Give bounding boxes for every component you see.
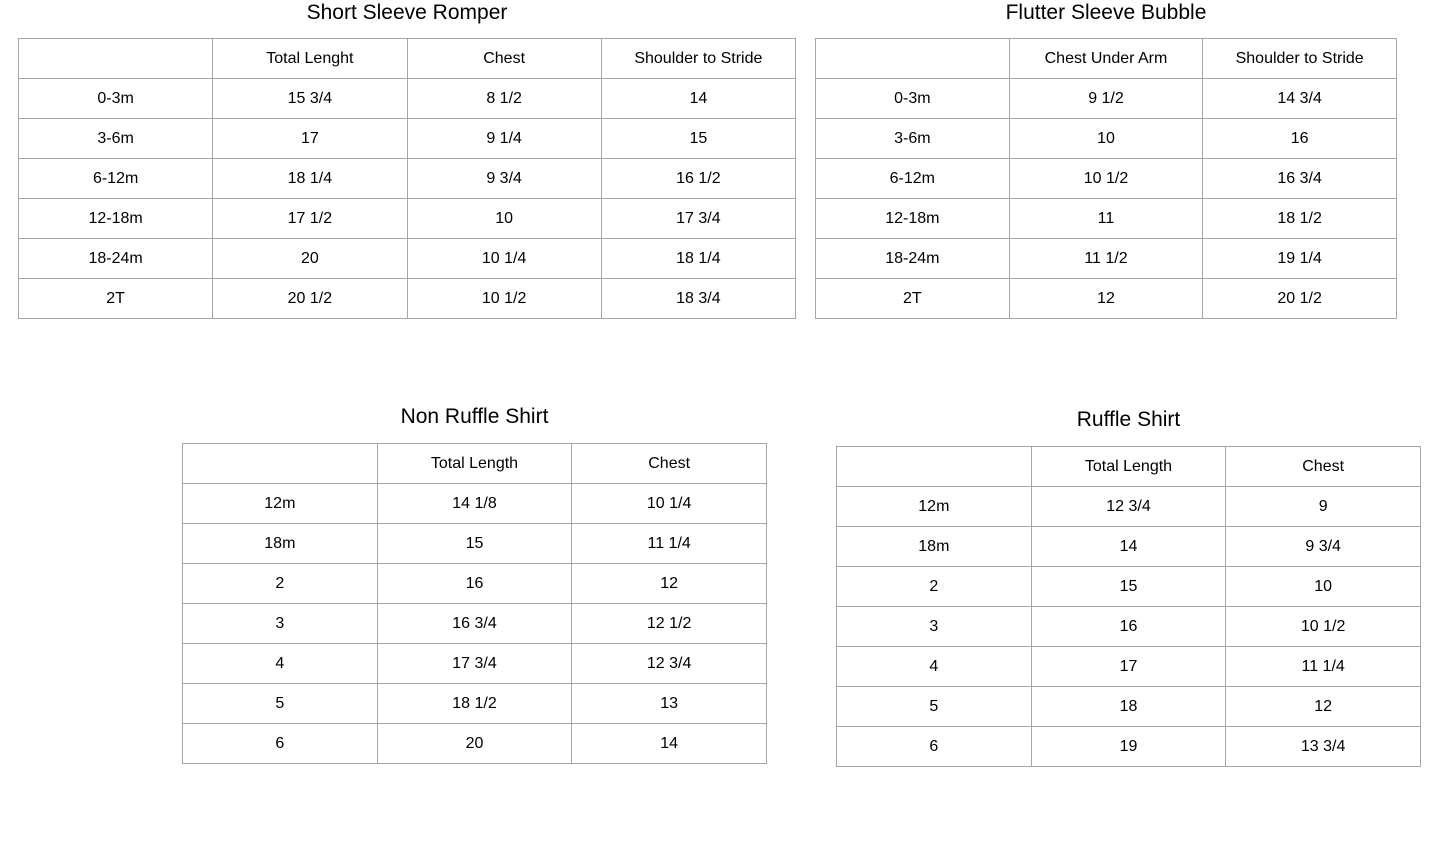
table-row: [837, 607, 1421, 647]
section-flutter-sleeve-bubble: [815, 0, 1397, 319]
size-label-cell: 18-24m: [19, 239, 213, 279]
measurement-cell: 12: [1009, 279, 1203, 319]
column-header: Chest Under Arm: [1009, 39, 1203, 79]
measurement-cell: 12: [572, 564, 767, 604]
size-label-cell: 6: [837, 727, 1032, 767]
measurement-cell: 17 3/4: [601, 199, 795, 239]
measurement-cell: 18 1/4: [601, 239, 795, 279]
measurement-cell: 9 3/4: [1226, 527, 1421, 567]
measurement-cell: 10 1/4: [572, 484, 767, 524]
measurement-cell: 15 3/4: [213, 79, 407, 119]
size-label-cell: 18-24m: [816, 239, 1010, 279]
measurement-cell: 10 1/2: [1009, 159, 1203, 199]
size-label-cell: 3-6m: [816, 119, 1010, 159]
table-row: [816, 119, 1397, 159]
size-label-cell: 6-12m: [19, 159, 213, 199]
table-row: [19, 79, 796, 119]
size-label-cell: 3: [183, 604, 378, 644]
measurement-cell: 19 1/4: [1203, 239, 1397, 279]
measurement-cell: 14: [601, 79, 795, 119]
measurement-cell: 20 1/2: [213, 279, 407, 319]
table-row: [837, 727, 1421, 767]
measurement-cell: 14: [572, 724, 767, 764]
table-title-non-ruffle-shirt: Non Ruffle Shirt: [400, 405, 549, 428]
table-row: [19, 239, 796, 279]
corner-cell: [816, 39, 1010, 79]
size-table-short-sleeve-romper: [18, 38, 796, 319]
measurement-cell: 14: [1031, 527, 1226, 567]
measurement-cell: 9: [1226, 487, 1421, 527]
table-row: [19, 199, 796, 239]
measurement-cell: 15: [601, 119, 795, 159]
table-row: [183, 564, 767, 604]
measurement-cell: 13 3/4: [1226, 727, 1421, 767]
measurement-cell: 18: [1031, 687, 1226, 727]
table-row: [837, 687, 1421, 727]
table-row: [19, 119, 796, 159]
column-header: Total Length: [1031, 447, 1226, 487]
corner-cell: [183, 444, 378, 484]
header-row: [19, 39, 796, 79]
measurement-cell: 16 1/2: [601, 159, 795, 199]
measurement-cell: 12: [1226, 687, 1421, 727]
measurement-cell: 12 3/4: [572, 644, 767, 684]
column-header: Total Lenght: [213, 39, 407, 79]
measurement-cell: 18 1/4: [213, 159, 407, 199]
measurement-cell: 10 1/2: [1226, 607, 1421, 647]
section-short-sleeve-romper: [18, 0, 796, 319]
measurement-cell: 16: [1031, 607, 1226, 647]
measurement-cell: 10 1/4: [407, 239, 601, 279]
table-row: [837, 647, 1421, 687]
table-title-flutter-sleeve-bubble: Flutter Sleeve Bubble: [1005, 1, 1207, 24]
column-header: Chest: [572, 444, 767, 484]
header-row: [183, 444, 767, 484]
measurement-cell: 11: [1009, 199, 1203, 239]
table-row: [19, 159, 796, 199]
size-label-cell: 0-3m: [19, 79, 213, 119]
table-title-short-sleeve-romper: Short Sleeve Romper: [306, 1, 508, 24]
measurement-cell: 17 3/4: [377, 644, 572, 684]
size-label-cell: 6: [183, 724, 378, 764]
table-row: [19, 279, 796, 319]
measurement-cell: 16 3/4: [377, 604, 572, 644]
size-label-cell: 3: [837, 607, 1032, 647]
measurement-cell: 16 3/4: [1203, 159, 1397, 199]
measurement-cell: 10: [1226, 567, 1421, 607]
measurement-cell: 12 3/4: [1031, 487, 1226, 527]
measurement-cell: 14 1/8: [377, 484, 572, 524]
measurement-cell: 17 1/2: [213, 199, 407, 239]
size-label-cell: 2T: [816, 279, 1010, 319]
size-label-cell: 2: [837, 567, 1032, 607]
measurement-cell: 16: [377, 564, 572, 604]
column-header: Chest: [1226, 447, 1421, 487]
measurement-cell: 15: [1031, 567, 1226, 607]
size-label-cell: 3-6m: [19, 119, 213, 159]
table-row: [183, 684, 767, 724]
size-label-cell: 5: [183, 684, 378, 724]
size-label-cell: 12m: [837, 487, 1032, 527]
size-table-flutter-sleeve-bubble: [815, 38, 1397, 319]
measurement-cell: 9 1/4: [407, 119, 601, 159]
column-header: Chest: [407, 39, 601, 79]
table-title-ruffle-shirt: Ruffle Shirt: [1076, 408, 1181, 431]
measurement-cell: 12 1/2: [572, 604, 767, 644]
table-row: [816, 279, 1397, 319]
measurement-cell: 11 1/2: [1009, 239, 1203, 279]
size-label-cell: 12-18m: [19, 199, 213, 239]
measurement-cell: 20 1/2: [1203, 279, 1397, 319]
size-label-cell: 12-18m: [816, 199, 1010, 239]
measurement-cell: 11 1/4: [1226, 647, 1421, 687]
size-label-cell: 18m: [183, 524, 378, 564]
corner-cell: [837, 447, 1032, 487]
size-label-cell: 4: [837, 647, 1032, 687]
measurement-cell: 11 1/4: [572, 524, 767, 564]
measurement-cell: 20: [213, 239, 407, 279]
section-ruffle-shirt: [836, 406, 1421, 767]
measurement-cell: 18 1/2: [377, 684, 572, 724]
size-table-ruffle-shirt: [836, 446, 1421, 767]
header-row: [816, 39, 1397, 79]
measurement-cell: 14 3/4: [1203, 79, 1397, 119]
table-row: [183, 524, 767, 564]
size-label-cell: 4: [183, 644, 378, 684]
measurement-cell: 9 1/2: [1009, 79, 1203, 119]
table-row: [816, 159, 1397, 199]
column-header: Shoulder to Stride: [601, 39, 795, 79]
size-label-cell: 6-12m: [816, 159, 1010, 199]
size-label-cell: 5: [837, 687, 1032, 727]
header-row: [837, 447, 1421, 487]
table-row: [183, 604, 767, 644]
table-row: [837, 567, 1421, 607]
table-row: [183, 724, 767, 764]
size-label-cell: 2T: [19, 279, 213, 319]
column-header: Total Length: [377, 444, 572, 484]
size-label-cell: 12m: [183, 484, 378, 524]
measurement-cell: 18 3/4: [601, 279, 795, 319]
measurement-cell: 8 1/2: [407, 79, 601, 119]
size-label-cell: 18m: [837, 527, 1032, 567]
column-header: Shoulder to Stride: [1203, 39, 1397, 79]
table-row: [183, 644, 767, 684]
measurement-cell: 10 1/2: [407, 279, 601, 319]
table-row: [837, 527, 1421, 567]
measurement-cell: 9 3/4: [407, 159, 601, 199]
measurement-cell: 18 1/2: [1203, 199, 1397, 239]
measurement-cell: 17: [213, 119, 407, 159]
measurement-cell: 10: [1009, 119, 1203, 159]
table-row: [816, 239, 1397, 279]
measurement-cell: 10: [407, 199, 601, 239]
table-row: [837, 487, 1421, 527]
measurement-cell: 13: [572, 684, 767, 724]
size-label-cell: 0-3m: [816, 79, 1010, 119]
measurement-cell: 20: [377, 724, 572, 764]
measurement-cell: 15: [377, 524, 572, 564]
size-label-cell: 2: [183, 564, 378, 604]
corner-cell: [19, 39, 213, 79]
measurement-cell: 19: [1031, 727, 1226, 767]
measurement-cell: 17: [1031, 647, 1226, 687]
table-row: [816, 79, 1397, 119]
table-row: [183, 484, 767, 524]
table-row: [816, 199, 1397, 239]
size-table-non-ruffle-shirt: [182, 443, 767, 764]
section-non-ruffle-shirt: [182, 403, 767, 764]
measurement-cell: 16: [1203, 119, 1397, 159]
